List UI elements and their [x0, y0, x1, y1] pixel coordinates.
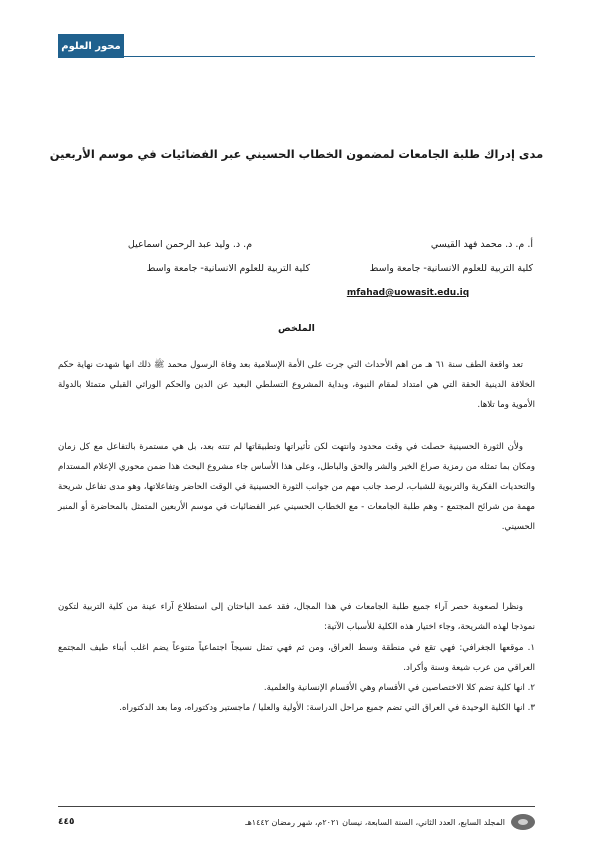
author-block-2 [70, 233, 310, 281]
page-number: ٤٤٥ [58, 817, 75, 827]
abstract-paragraph: ولأن الثورة الحسينية حصلت في وقت محدود وانتهت لكن تأثيراتها وتطبيقاتها لم تنته بعد، بل هي مستمرة بالتفاعل مع كل زمان ومكان بما تمثله من رمزية صراع الخير والشر والحق والباطل، وعلى هذا الأساس جاء مشروع البحث هذا ضمن محوري الإعلام المستدام والتحديات الفكرية والتربوية للشباب، لرصد جانب مهم من جوانب الثورة الحسينية في الوقت الحاضر وتفاعلاتها، وهو مدى تفاعل شريحة مهمة من شرائح المجتمع - وهم طلبة الجامعات - مع الخطاب الحسيني عبر الفضائيات في موسم الأربعين المتمثل بالمحاضرة أو المنبر الحسيني. [58, 442, 535, 532]
header-rule [58, 56, 535, 57]
page-footer [58, 812, 535, 832]
author-affiliation: كلية التربية للعلوم الانسانية- جامعة واسط [369, 263, 533, 274]
abstract-heading: الملخص [278, 323, 315, 334]
reason-list-item: ١. موقعها الجغرافي: فهي تقع في منطقة وسط العراق، ومن ثم فهي تمثل نسيجاً اجتماعياً متنوعاً يضم اغلب أبناء طيف المجتمع العراقي من عرب شيعة وسنة وأكراد. [58, 643, 535, 673]
author-email-link[interactable]: mfahad@uowasit.edu.iq [346, 288, 470, 298]
paper-title: مدى إدراك طلبة الجامعات لمضمون الخطاب الحسيني عبر الفضائيات في موسم الأربعين [49, 147, 544, 161]
journal-info: المجلد السابع، العدد الثاني، السنة السابعة، نيسان ٢٠٢١م، شهر رمضان ١٤٤٢هـ [245, 817, 505, 827]
reason-list-item: ٣. انها الكلية الوحيدة في العراق التي تضم جميع مراحل الدراسة: الأولية والعليا / ماجستير ودكتوراه، وما بعد الدكتوراه. [119, 703, 535, 713]
author-block-1 [283, 233, 533, 305]
reason-list-item: ٢. انها كلية تضم كلا الاختصاصين في الأقسام وهي الأقسام الإنسانية والعلمية. [263, 683, 535, 693]
author-name: م. د. وليد عبد الرحمن اسماعيل [127, 239, 253, 250]
abstract-paragraph: تعد واقعة الطف سنة ٦١ هـ من اهم الأحداث التي جرت على الأمة الإسلامية بعد وفاة الرسول محمد ﷺ ذلك انها شهدت نهاية حكم الخلافة الدينية الحقة التي هي امتداد لمقام النبوة، وبداية المشروع التسلطي البعيد عن الدين والحكم الوراثي القبلي متمثلا بالدولة الأموية وما تلاها. [58, 360, 535, 410]
journal-logo-icon [511, 814, 535, 830]
abstract-paragraph: ونظرا لصعوبة حصر آراء جميع طلبة الجامعات في هذا المجال، فقد عمد الباحثان إلى استطلاع آراء عينة من كلية التربية لتكون نموذجا لهذه الشريحة، وجاء اختيار هذه الكلية للأسباب الآتية: [58, 602, 535, 632]
section-tag: محور العلوم [58, 34, 124, 58]
author-affiliation: كلية التربية للعلوم الانسانية- جامعة واسط [146, 263, 310, 274]
footer-rule [58, 806, 535, 807]
author-name: أ. م. د. محمد فهد القيسي [430, 239, 533, 250]
